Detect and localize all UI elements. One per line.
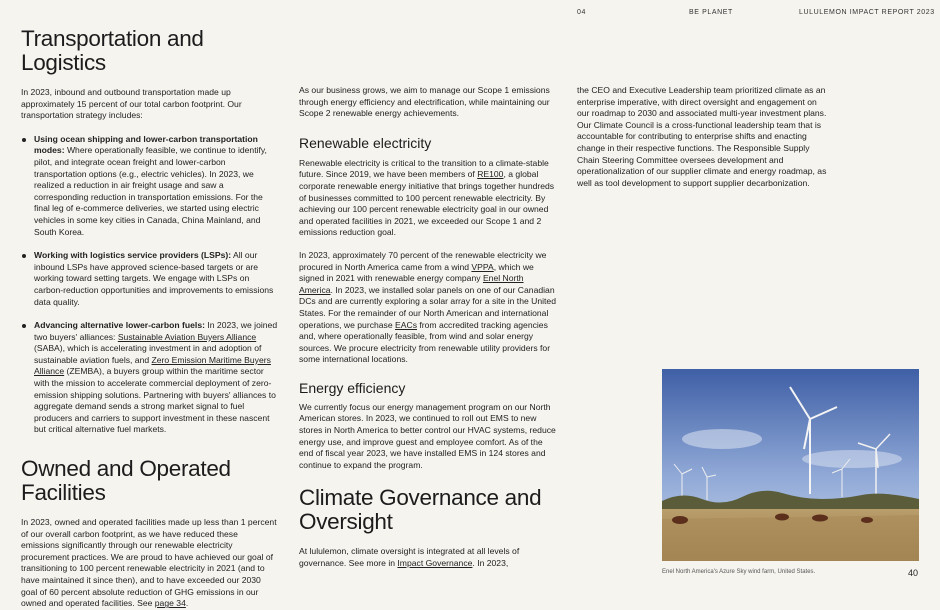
vppa-link[interactable]: VPPA [471, 261, 494, 272]
bullet-text: (SABA), which is accelerating investment in and adoption of sustainable aviation fuels, and [34, 343, 262, 365]
text-part: from accredited tracking agencies and, where operationally feasible, from wind and solar energy sources. We procure electricity from renewable utility providers for some international locations. [299, 319, 551, 365]
column-left [21, 27, 278, 610]
text-part: At lululemon, climate oversight is integrated at all levels of governance. See more in [299, 546, 520, 569]
transport-intro: In 2023, inbound and outbound transportation made up approximately 15 percent of our total carbon footprint. Our transportation strategy includes: [21, 87, 242, 121]
section-name: BE PLANET [689, 9, 733, 16]
renewable-para-2 [299, 250, 557, 366]
transport-heading: Transportation and Logistics [21, 26, 204, 75]
bullet-text: All our inbound LSPs have approved science-based targets or are working toward setting targets. We engage with LSPs on carbon-reduction opportunities and improvements to emissions data quality. [34, 250, 274, 307]
bullet-text: (ZEMBA), a buyers group within the maritime sector with the mission to accelerate commercial deployment of zero-emission shipping solutions. Partnering with buyers' alliances to aggregate demand sends a strong market signal to fuel producers and carriers to support investment in these nascent but critical alternative fuel markets. [34, 366, 276, 435]
text-part: , which we signed in 2021 with renewable energy company [299, 261, 534, 284]
text-part: Renewable electricity is critical to the transition to a climate-stable future. Since 2019, we have been members of [299, 157, 549, 180]
column-middle [299, 85, 557, 570]
efficiency-para: We currently focus our energy management program on our North American stores. In 2023, we continued to roll out EMS to new stores in North America to better control our HVAC systems, reduce energy use, and improve guest and employee comfort. As of the end of fiscal year 2023, we have installed EMS in 124 stores and continue to expand the program. [299, 401, 556, 470]
running-header [0, 9, 940, 21]
owned-facilities-text [21, 517, 278, 610]
page-number: 40 [908, 568, 919, 578]
governance-para [299, 546, 557, 569]
bullet-text: Where operationally feasible, we continue to identify, pilot, and integrate ocean freight and lower-carbon transportation options (e.g., electric vehicles). In 2023, we realized a reduction in air freight usage and saw a corresponding reduction in transportation emissions. For the final leg of e-commerce deliveries, we started using electric vehicles in some key cities in Canada, China Mainland, and South Korea. [34, 145, 267, 237]
bullet-heading: Working with logistics service providers (LSPs): [34, 250, 232, 261]
impact-governance-link[interactable]: Impact Governance [397, 558, 473, 569]
bullet-text: In 2023, we joined two buyers' alliances: [34, 320, 278, 342]
text-part: In 2023, approximately 70 percent of the renewable electricity we procured in North America came from a wind [299, 249, 547, 272]
section-number: 04 [577, 9, 586, 16]
bullet-heading: Using ocean shipping and lower-carbon transportation modes: [34, 133, 258, 156]
renewable-heading: Renewable electricity [299, 134, 432, 151]
efficiency-heading: Energy efficiency [299, 379, 406, 396]
enel-link[interactable]: Enel North America [299, 273, 524, 295]
text-part: , a global corporate renewable energy initiative that brings together hundreds of businesses committed to 100 percent renewable electricity. By achieving our 100 percent renewable electricity goal in our owned and operated facilities in 2021, we exceeded our Scope 1 and 2 emissions reduction goal. [299, 169, 555, 238]
governance-heading: Climate Governance and Oversight [299, 485, 542, 535]
text-part: . In 2023, [472, 558, 509, 569]
scope1-intro: As our business grows, we aim to manage our Scope 1 emissions through energy efficiency and electrification, while maintaining our Scope 2 renewable energy achievements. [299, 85, 550, 119]
wind-farm-illustration [662, 369, 919, 561]
governance-continued: the CEO and Executive Leadership team prioritized climate as an enterprise imperative, with direct oversight and engagement on our roadmap to 2030 and associated multi-year investment plans. Our Climate Council is a cross-functional leadership team that is accountable for contributing to enterprise shifts and enacting change in their respective functions. The Responsible Supply Chain Steering Committee oversees development and operationalization of our supplier climate and energy roadmap, as well as tool development to support supplier decarbonization. [577, 85, 827, 188]
owned-text-end: . [185, 598, 189, 609]
zemba-link[interactable]: Zero Emission Maritime Buyers Alliance [34, 354, 271, 377]
photo-caption: Enel North America's Azure Sky wind farm, United States. [662, 569, 816, 575]
owned-facilities-heading: Owned and Operated Facilities [21, 456, 231, 506]
transport-strategy-list [21, 134, 278, 436]
eacs-link[interactable]: EACs [395, 319, 417, 330]
renewable-para-1 [299, 158, 557, 239]
list-item [21, 250, 278, 308]
bullet-heading: Advancing alternative lower-carbon fuels: [34, 320, 205, 331]
owned-text-part: In 2023, owned and operated facilities made up less than 1 percent of our overall carbon footprint, as we have reduced these emissions significantly through our renewable electricity procurement practices. We are proud to have achieved our goal of transitioning to 100 percent renewable electricity in 2021 (and to have maintained it since then), and to have exceeded our 2030 goal of 60 percent absolute reduction of GHG emissions in our owned and operated facilities. See [21, 517, 277, 609]
wind-farm-photo [662, 369, 919, 561]
column-right [577, 85, 828, 189]
saba-link[interactable]: Sustainable Aviation Buyers Alliance [117, 331, 257, 342]
list-item [21, 134, 278, 238]
page-34-link[interactable]: page 34 [154, 598, 186, 609]
list-item [21, 320, 278, 436]
text-part: . In 2023, we installed solar panels on one of our Canadian DCs and are currently exploring a solar array for a site in the United States. For the remainder of our North American and international operations, we purchase [299, 284, 556, 330]
report-title: LULULEMON IMPACT REPORT 2023 [799, 9, 935, 16]
re100-link[interactable]: RE100 [477, 169, 504, 180]
